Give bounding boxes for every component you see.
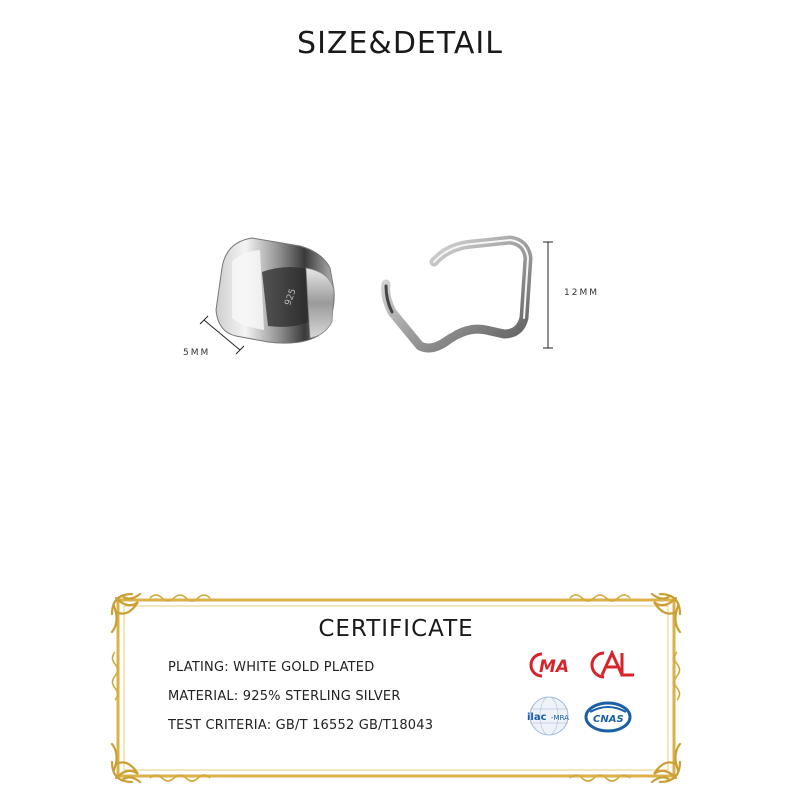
cnas-logo-icon (584, 700, 632, 734)
earring-front-view (216, 238, 334, 343)
svg-text:MA: MA (539, 657, 570, 677)
plating-line: PLATING: WHITE GOLD PLATED (168, 660, 375, 675)
page-title: SIZE&DETAIL (297, 26, 503, 61)
height-dimension-label: 12MM (564, 288, 599, 298)
svg-text:ilac: ilac (527, 712, 547, 723)
cma-logo-icon (526, 650, 580, 680)
svg-text:-MRA: -MRA (551, 714, 569, 722)
test-criteria-line: TEST CRITERIA: GB/T 16552 GB/T18043 (168, 718, 434, 733)
material-line: MATERIAL: 925% STERLING SILVER (168, 689, 401, 704)
width-dimension-label: 5MM (183, 348, 211, 358)
certificate-title: CERTIFICATE (318, 616, 474, 642)
ilac-mra-logo-icon (524, 694, 574, 738)
height-dimension-marker (543, 242, 553, 348)
svg-text:925: 925 (283, 287, 299, 308)
earring-side-view (386, 240, 528, 348)
svg-text:CNAS: CNAS (593, 714, 624, 725)
cal-logo-icon (588, 647, 640, 681)
